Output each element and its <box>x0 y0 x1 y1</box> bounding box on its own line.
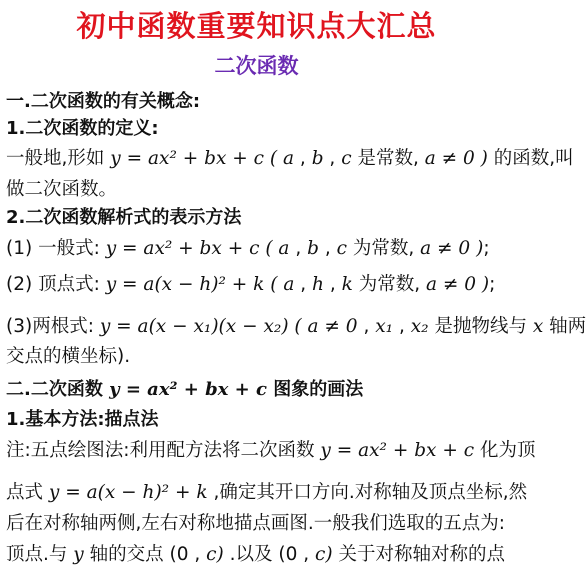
note-line-2: 点式 y = a(x − h)² + k ,确定其开口方向.对称轴及顶点坐标,然 <box>6 482 528 503</box>
page-subtitle: 二次函数 <box>214 54 299 78</box>
form-vertex: (2) 顶点式: y = a(x − h)² + k ( a , h , k 为常数, a ≠ 0 ); <box>6 274 496 295</box>
section-heading-graphing: 二.二次函数 y = ax² + bx + c 图象的画法 <box>6 379 364 400</box>
page-title: 初中函数重要知识点大汇总 <box>76 9 437 43</box>
subheading-expression-forms: 2.二次函数解析式的表示方法 <box>6 207 242 228</box>
definition-text-line-2: 做二次函数。 <box>6 179 118 200</box>
form-general: (1) 一般式: y = ax² + bx + c ( a , b , c 为常数, a ≠ 0 ); <box>6 238 490 259</box>
section-heading-concepts: 一.二次函数的有关概念: <box>6 91 201 112</box>
note-line-3: 后在对称轴两侧,左右对称地描点画图.一般我们选取的五点为: <box>6 513 505 534</box>
form-two-roots-line-1: (3)两根式: y = a(x − x₁)(x − x₂) ( a ≠ 0 , x₁ , x₂ 是抛物线与 x 轴两 <box>6 316 586 337</box>
subheading-basic-method: 1.基本方法:描点法 <box>6 409 159 430</box>
note-line-1: 注:五点绘图法:利用配方法将二次函数 y = ax² + bx + c 化为顶 <box>6 440 536 461</box>
note-line-4: 顶点.与 y 轴的交点 (0 , c) .以及 (0 , c) 关于对称轴对称的点 <box>6 544 505 565</box>
definition-text-line-1: 一般地,形如 y = ax² + bx + c ( a , b , c 是常数, a ≠ 0 ) 的函数,叫 <box>6 148 574 169</box>
form-two-roots-line-2: 交点的横坐标). <box>6 346 131 367</box>
subheading-definition: 1.二次函数的定义: <box>6 118 159 139</box>
